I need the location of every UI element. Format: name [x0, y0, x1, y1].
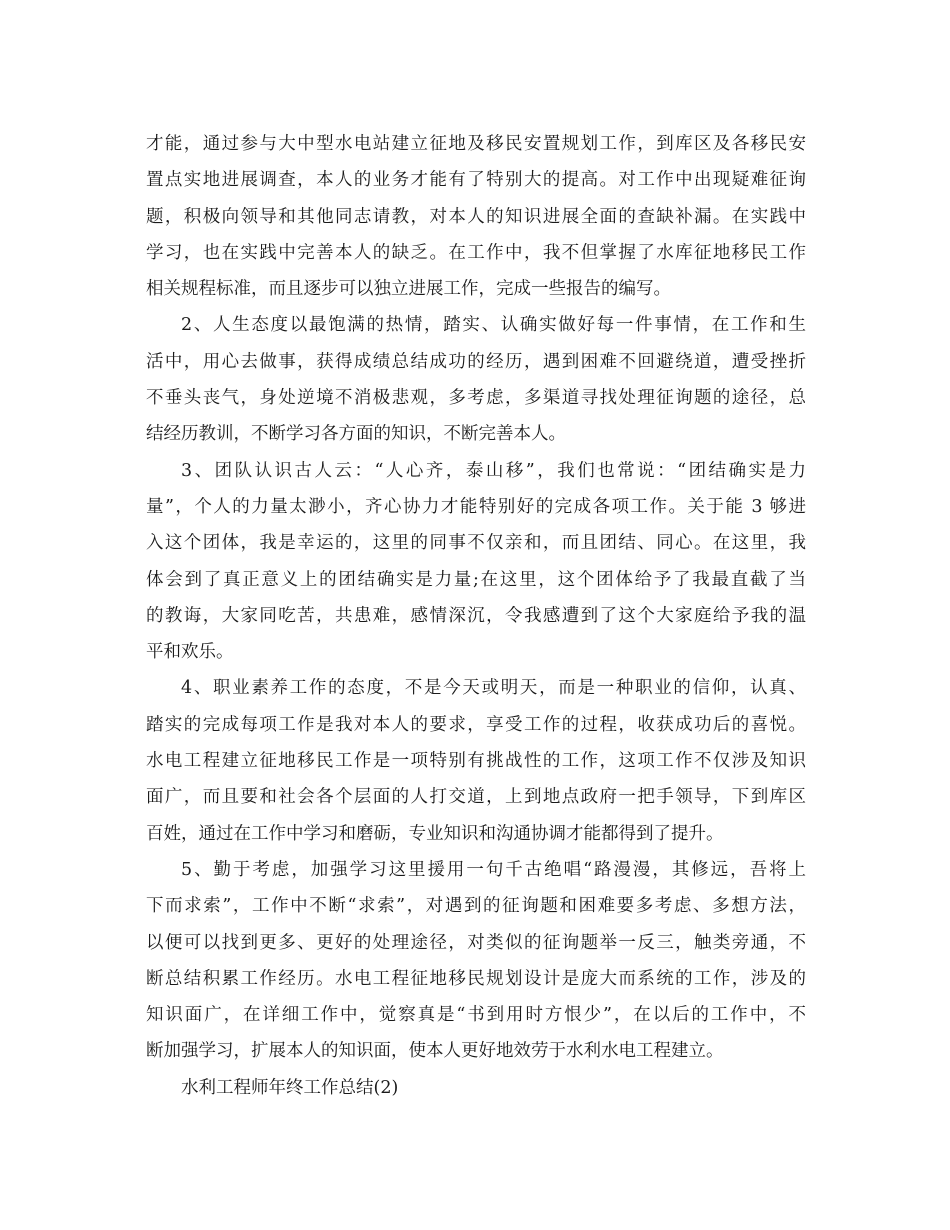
text-line: 平和欢乐。: [146, 642, 234, 663]
document-body: [146, 126, 806, 1106]
text-line: 百姓，通过在工作中学习和磨砺，专业知识和沟通协调才能都得到了提升。: [146, 823, 724, 844]
text-line: 水电工程建立征地移民工作是一项特别有挑战性的工作，这项工作不仅涉及知识: [146, 751, 806, 772]
text-line: 断总结积累工作经历。水电工程征地移民规划设计是庞大而系统的工作，涉及的: [146, 968, 806, 989]
text-line: 4、职业素养工作的态度，不是今天或明天，而是一种职业的信仰，认真、: [181, 678, 806, 699]
text-line: 下而求索”，工作中不断“求索”，对遇到的征询题和困难要多考虑、多想方法，: [146, 896, 806, 917]
text-line: 知识面广，在详细工作中，觉察真是“书到用时方恨少”，在以后的工作中，不: [146, 1005, 806, 1026]
text-line: 不垂头丧气，身处逆境不消极悲观，多考虑，多渠道寻找处理征询题的途径，总: [146, 388, 806, 409]
text-line: 活中，用心去做事，获得成绩总结成功的经历，遇到困难不回避绕道，遭受挫折: [146, 351, 806, 372]
text-line: 2、人生态度以最饱满的热情，踏实、认确实做好每一件事情，在工作和生: [181, 315, 806, 336]
text-line: 学习，也在实践中完善本人的缺乏。在工作中，我不但掌握了水库征地移民工作: [146, 242, 806, 263]
text-line: 入这个团体，我是幸运的，这里的同事不仅亲和，而且团结、同心。在这里，我: [146, 533, 806, 554]
text-line: 断加强学习，扩展本人的知识面，使本人更好地效劳于水利水电工程建立。: [146, 1041, 724, 1062]
text-line: 的教诲，大家同吃苦，共患难，感情深沉，令我感遭到了这个大家庭给予我的温: [146, 605, 806, 626]
text-line: 体会到了真正意义上的团结确实是力量;在这里，这个团体给予了我最直截了当: [146, 569, 806, 590]
text-line: 相关规程标准，而且逐步可以独立进展工作，完成一些报告的编写。: [146, 279, 671, 300]
text-line: 5、勤于考虑，加强学习这里援用一句千古绝唱“路漫漫，其修远，吾将上: [181, 859, 806, 880]
text-line: 置点实地进展调查，本人的业务才能有了特别大的提高。对工作中出现疑难征询: [146, 170, 806, 191]
text-line: 面广，而且要和社会各个层面的人打交道，上到地点政府一把手领导，下到库区: [146, 787, 806, 808]
text-line: 才能，通过参与大中型水电站建立征地及移民安置规划工作，到库区及各移民安: [146, 134, 806, 154]
text-line: 以便可以找到更多、更好的处理途径，对类似的征询题举一反三，触类旁通，不: [146, 932, 806, 953]
text-line: 结经历教训，不断学习各方面的知识，不断完善本人。: [146, 424, 566, 445]
text-line: 题，积极向领导和其他同志请教，对本人的知识进展全面的查缺补漏。在实践中: [146, 206, 806, 227]
text-line: 量”，个人的力量太渺小，齐心协力才能特别好的完成各项工作。关于能 3 够进: [146, 496, 806, 517]
text-line: 3、团队认识古人云：“人心齐，泰山移”，我们也常说：“团结确实是力: [181, 460, 806, 481]
text-line: 水利工程师年终工作总结(2): [181, 1077, 399, 1098]
text-line: 踏实的完成每项工作是我对本人的要求，享受工作的过程，收获成功后的喜悦。: [146, 714, 806, 735]
